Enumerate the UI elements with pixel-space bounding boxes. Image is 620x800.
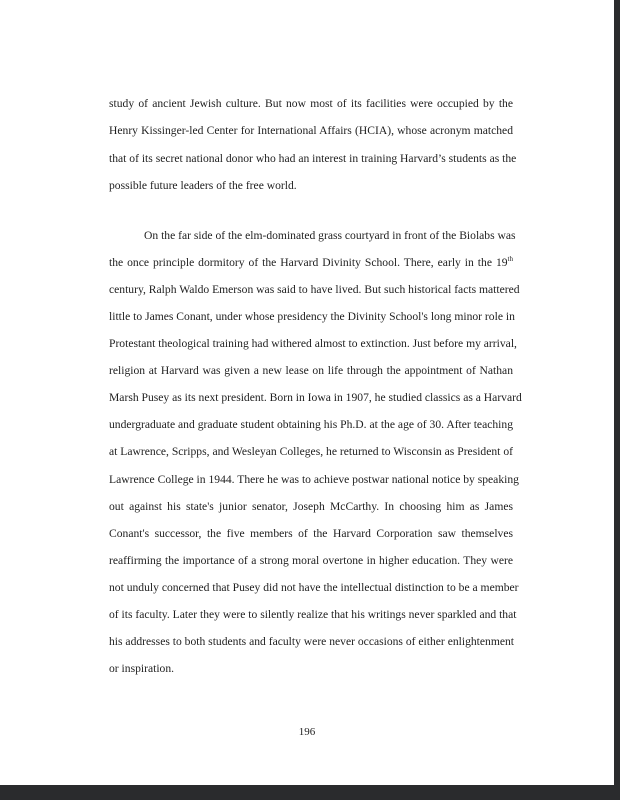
text-line: at Lawrence, Scripps, and Wesleyan Colleges, he returned to Wisconsin as President of: [109, 445, 513, 458]
text-line: of its faculty. Later they were to silently realize that his writings never sparkled and that: [109, 608, 517, 621]
text-line-segment: the once principle dormitory of the Harvard Divinity School. There, early in the 19: [109, 256, 508, 269]
text-line: his addresses to both students and faculty were never occasions of either enlightenment: [109, 635, 515, 648]
text-line: Protestant theological training had withered almost to extinction. Just before my arrival,: [109, 337, 517, 350]
text-line: [109, 256, 513, 270]
page-number: 196: [298, 726, 316, 738]
text-line: On the far side of the elm-dominated grass courtyard in front of the Biolabs was: [144, 229, 516, 242]
text-line: religion at Harvard was given a new lease on life through the appointment of Nathan: [109, 364, 513, 377]
text-line: century, Ralph Waldo Emerson was said to have lived. But such historical facts mattered: [109, 283, 520, 296]
text-line: Lawrence College in 1944. There he was to achieve postwar national notice by speaking: [109, 473, 519, 486]
text-line: reaffirming the importance of a strong moral overtone in higher education. They were: [109, 554, 513, 567]
text-line: Henry Kissinger-led Center for International Affairs (HCIA), whose acronym matched: [109, 124, 513, 137]
superscript: th: [507, 255, 513, 264]
text-line: study of ancient Jewish culture. But now most of its facilities were occupied by the: [109, 97, 513, 110]
text-line: undergraduate and graduate student obtaining his Ph.D. at the age of 30. After teaching: [109, 418, 513, 431]
text-line: Conant's successor, the five members of the Harvard Corporation saw themselves: [109, 527, 513, 540]
text-line: that of its secret national donor who had an interest in training Harvard’s students as the: [109, 152, 517, 165]
text-line: or inspiration.: [109, 662, 175, 675]
text-line: possible future leaders of the free world.: [109, 179, 297, 192]
text-line: Marsh Pusey as its next president. Born in Iowa in 1907, he studied classics as a Harvard: [109, 391, 522, 404]
text-line: out against his state's junior senator, Joseph McCarthy. In choosing him as James: [109, 500, 513, 513]
text-line: little to James Conant, under whose presidency the Divinity School's long minor role in: [109, 310, 515, 323]
text-line: not unduly concerned that Pusey did not have the intellectual distinction to be a member: [109, 581, 519, 594]
